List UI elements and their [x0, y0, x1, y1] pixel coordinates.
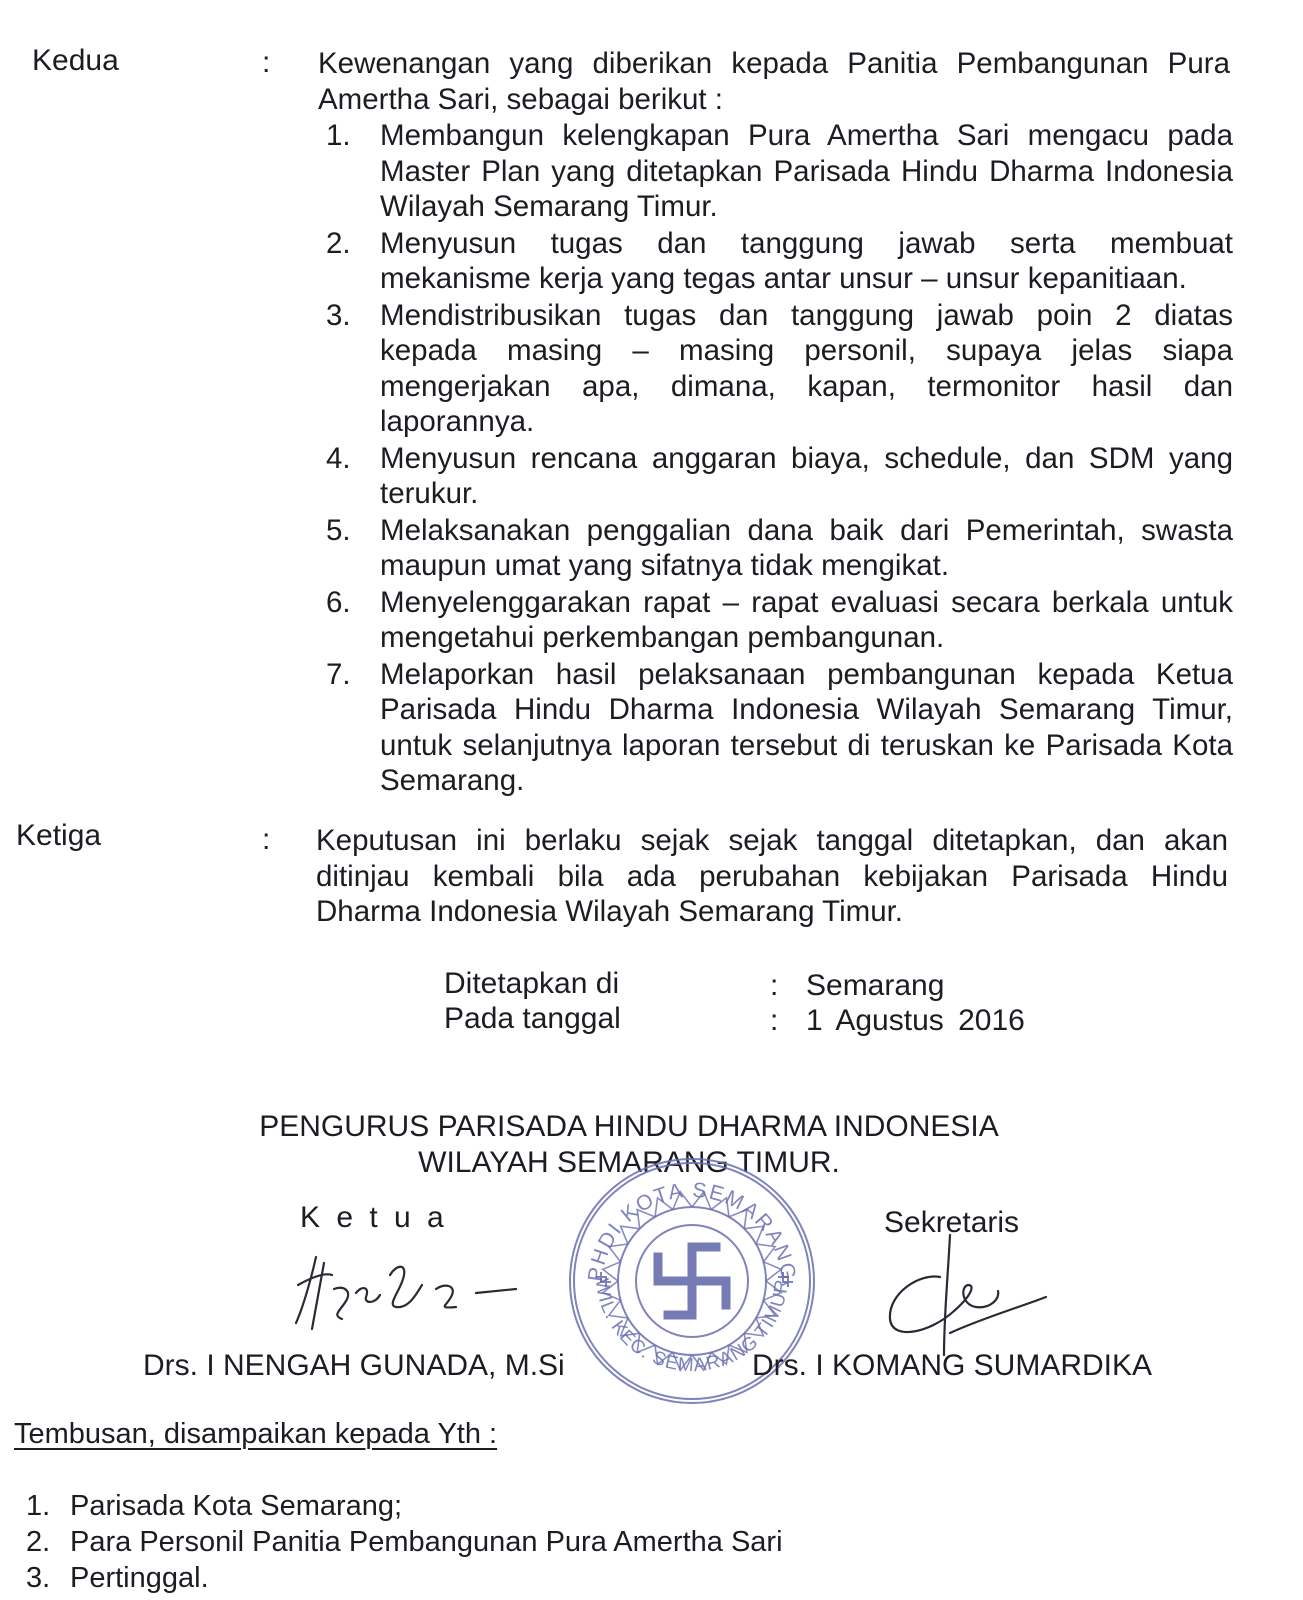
place-label: Ditetapkan di [444, 967, 620, 1000]
date-value: 1 Agustus 2016 [806, 1004, 1025, 1037]
list-item [322, 513, 1233, 584]
ketiga-colon: : [262, 823, 271, 856]
list-item [322, 118, 1233, 225]
list-item-number: 3. [26, 1562, 51, 1594]
kedua-colon: : [262, 46, 271, 79]
list-item [322, 657, 1233, 799]
kedua-label: Kedua [32, 44, 119, 77]
stamp-bottom-text: WIL. KEC. SEMARANG TIMUR [590, 1277, 794, 1377]
list-item [22, 1560, 783, 1596]
board-title-line2: WILAYAH SEMARANG TIMUR. [418, 1146, 840, 1179]
ketiga-label: Ketiga [16, 819, 102, 852]
copies-list [22, 1488, 783, 1596]
list-item-number: 1. [26, 1490, 51, 1522]
list-item-number: 2. [326, 226, 351, 260]
list-item-text: Menyusun tugas dan tanggung jawab serta membuat mekanisme kerja yang tegas antar unsur – unsur kepanitiaan. [380, 226, 1233, 295]
stamp-emblem-icon [658, 1247, 726, 1315]
secretary-name: Drs. I KOMANG SUMARDIKA [752, 1349, 1153, 1382]
authority-list [322, 118, 1252, 800]
copies-heading: Tembusan, disampaikan kepada Yth : [14, 1418, 498, 1450]
secretary-signature [880, 1215, 1060, 1365]
date-label: Pada tanggal [444, 1002, 621, 1035]
ketiga-text: Keputusan ini berlaku sejak sejak tanggal ditetapkan, dan akan ditinjau kembali bila ada perubahan kebijakan Parisada Hindu Dharma Indonesia Wilayah Semarang Timur. [316, 824, 1228, 928]
list-item-text: Para Personil Panitia Pembangunan Pura Amertha Sari [70, 1526, 783, 1558]
list-item-number: 1. [326, 119, 351, 152]
list-item-number: 2. [26, 1526, 51, 1558]
list-item [22, 1488, 783, 1524]
list-item [322, 585, 1233, 656]
list-item [322, 441, 1233, 512]
date-colon: : [770, 1004, 779, 1037]
secretary-title: Sekretaris [884, 1206, 1020, 1239]
list-item-text: Pertinggal. [70, 1562, 209, 1594]
list-item-number: 6. [326, 585, 351, 619]
list-item-number: 5. [326, 513, 351, 547]
place-colon: : [770, 969, 779, 1002]
stamp-top-text: PHDI KOTA SEMARANG [583, 1178, 801, 1283]
list-item-text: Melaksanakan penggalian dana baik dari Pemerintah, swasta maupun umat yang sifatnya tidak mengikat. [380, 513, 1233, 582]
list-item-text: Parisada Kota Semarang; [70, 1490, 403, 1522]
list-item [322, 226, 1233, 297]
chair-signature [286, 1245, 526, 1335]
list-item-text: Membangun kelengkapan Pura Amertha Sari mengacu pada Master Plan yang ditetapkan Parisada Hindu Dharma Indonesia Wilayah Semarang Timur. [380, 119, 1233, 223]
list-item [22, 1524, 783, 1560]
list-item-number: 4. [326, 441, 351, 475]
list-item-number: 7. [326, 657, 351, 691]
kedua-intro: Kewenangan yang diberikan kepada Panitia Pembangunan Pura Amertha Sari, sebagai berikut : [318, 47, 1230, 116]
chair-name: Drs. I NENGAH GUNADA, M.Si [143, 1349, 565, 1382]
place-value: Semarang [806, 969, 945, 1002]
list-item [322, 298, 1233, 440]
chair-title: K e t u a [300, 1201, 448, 1234]
board-title-line1: PENGURUS PARISADA HINDU DHARMA INDONESIA [259, 1110, 999, 1143]
list-item-text: Menyelenggarakan rapat – rapat evaluasi secara berkala untuk mengetahui perkembangan pembangunan. [380, 585, 1233, 654]
list-item-text: Menyusun rencana anggaran biaya, schedule, dan SDM yang terukur. [380, 441, 1233, 510]
list-item-number: 3. [326, 298, 351, 332]
list-item-text: Mendistribusikan tugas dan tanggung jawab poin 2 diatas kepada masing – masing personil, supaya jelas siapa mengerjakan apa, dimana, kapan, termonitor hasil dan laporannya. [380, 298, 1233, 438]
list-item-text: Melaporkan hasil pelaksanaan pembangunan kepada Ketua Parisada Hindu Dharma Indonesia Wilayah Semarang Timur, untuk selanjutnya laporan tersebut di teruskan ke Parisada Kota Semarang. [380, 657, 1233, 797]
